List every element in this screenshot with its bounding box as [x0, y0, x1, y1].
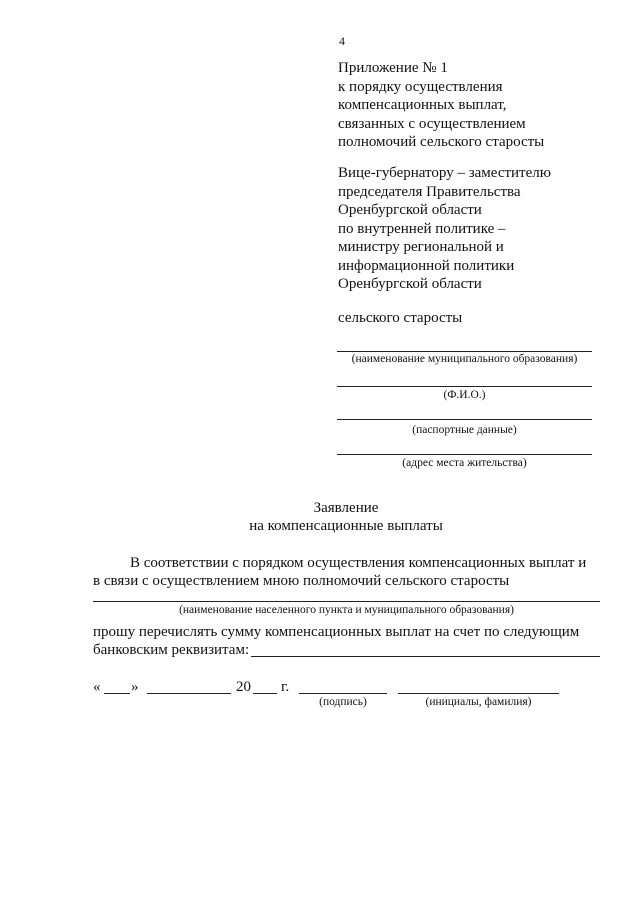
- signature-caption: (подпись): [319, 696, 367, 708]
- name-caption: (инициалы, фамилия): [425, 696, 532, 708]
- day-field-line[interactable]: [104, 693, 130, 694]
- body-line-1: В соответствии с порядком осуществления компенсационных выплат и: [130, 555, 587, 571]
- passport-field-line[interactable]: [337, 419, 592, 420]
- document-title: Заявление: [313, 500, 379, 516]
- appendix-line: полномочий сельского старосты: [338, 134, 545, 150]
- addressee-block: [338, 164, 551, 294]
- body-line-2: в связи с осуществлением мною полномочий сельского старосты: [93, 573, 510, 589]
- from-label: сельского старосты: [338, 310, 463, 326]
- addressee-line: министру региональной и: [338, 239, 504, 255]
- fio-field-line[interactable]: [337, 386, 592, 387]
- municipality-field-line[interactable]: [337, 351, 592, 352]
- year-prefix: 20: [236, 679, 251, 695]
- address-field-line[interactable]: [337, 454, 592, 455]
- month-field-line[interactable]: [147, 693, 231, 694]
- signature-field-line[interactable]: [299, 693, 387, 694]
- passport-caption: (паспортные данные): [412, 424, 517, 436]
- appendix-line: компенсационных выплат,: [338, 97, 507, 113]
- addressee-line: по внутренней политике –: [338, 220, 506, 237]
- appendix-line: к порядку осуществления: [338, 78, 503, 95]
- request-line-2: банковским реквизитам:: [93, 642, 250, 658]
- address-caption: (адрес места жительства): [402, 457, 527, 469]
- bank-details-field-line[interactable]: [251, 656, 600, 657]
- page-number: 4: [339, 34, 345, 48]
- municipality-caption: (наименование муниципального образования): [351, 353, 578, 365]
- settlement-field-line[interactable]: [93, 601, 600, 602]
- date-close-quote: »: [131, 679, 139, 695]
- appendix-line: связанных с осуществлением: [338, 115, 526, 132]
- addressee-line: Вице-губернатору – заместителю: [338, 165, 551, 181]
- fio-caption: (Ф.И.О.): [443, 389, 486, 401]
- addressee-line: председателя Правительства: [338, 183, 521, 200]
- addressee-line: информационной политики: [338, 257, 515, 274]
- year-suffix: г.: [281, 679, 290, 695]
- addressee-line: Оренбургской области: [338, 202, 482, 218]
- document-subtitle: на компенсационные выплаты: [249, 518, 443, 534]
- appendix-heading: [338, 59, 544, 152]
- settlement-caption: (наименование населенного пункта и муниципального образования): [179, 604, 514, 616]
- date-open-quote: «: [93, 679, 101, 695]
- appendix-line: Приложение № 1: [338, 60, 448, 76]
- addressee-line: Оренбургской области: [338, 276, 482, 292]
- request-line-1: прошу перечислять сумму компенсационных выплат на счет по следующим: [93, 624, 580, 640]
- year-field-line[interactable]: [253, 693, 277, 694]
- name-field-line[interactable]: [398, 693, 559, 694]
